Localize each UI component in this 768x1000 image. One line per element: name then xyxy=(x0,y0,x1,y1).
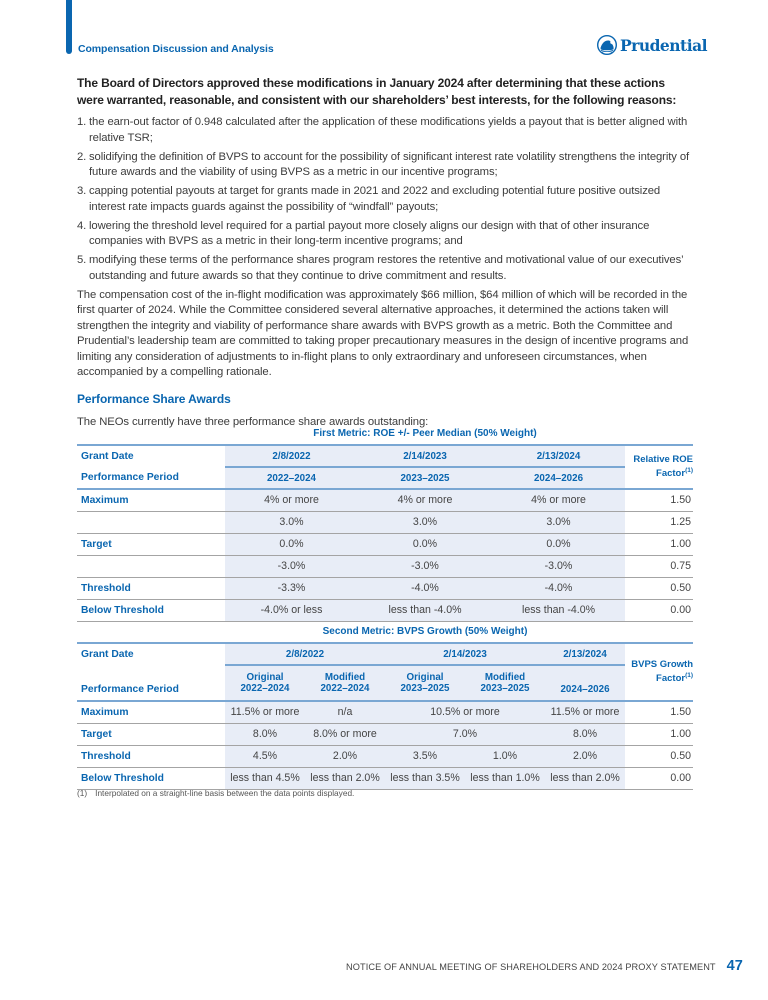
period-cell: 2022–2024 xyxy=(225,467,358,489)
period-cell: 2024–2026 xyxy=(545,665,625,701)
compensation-cost-paragraph: The compensation cost of the in-flight modification was approximately $66 million, $64 million of which will be recorded in the first quarter of 2024. While the Committee considered several alternative approaches, it determined the actions taken will strengthen the integrity and viability of performance share awards with BVPS growth as a metric. Both the Committee and Prudential’s leadership team are committed to taking proper precautionary measures in the design of incentive programs and limiting any consideration of adjustments to in-flight plans to only extraordinary and unforeseen circumstances, when accompanied by a compelling rationale. xyxy=(77,288,689,378)
table-row: Threshold 4.5% 2.0% 3.5% 1.0% 2.0% 0.50 xyxy=(77,745,693,767)
section-title: Compensation Discussion and Analysis xyxy=(78,43,274,55)
grant-date-cell: 2/8/2022 xyxy=(225,445,358,467)
document-body xyxy=(77,75,693,428)
period-cell: Modified 2022–2024 xyxy=(305,665,385,701)
section-accent-bar xyxy=(66,0,72,54)
table-row: Target 8.0% 8.0% or more 7.0% 8.0% 1.00 xyxy=(77,723,693,745)
list-item: 3. capping potential payouts at target for grants made in 2021 and 2022 and excluding potential future positive outsized interest rate impacts guards against the possibility of “windfall” payouts; xyxy=(77,185,661,213)
performance-share-awards-heading: Performance Share Awards xyxy=(77,391,231,406)
grant-date-cell: 2/14/2023 xyxy=(358,445,492,467)
period-cell: Original 2022–2024 xyxy=(225,665,305,701)
table-footnote: (1) Interpolated on a straight-line basis between the data points displayed. xyxy=(77,788,355,798)
performance-period-label: Performance Period xyxy=(77,665,225,701)
table-title: First Metric: ROE +/- Peer Median (50% Weight) xyxy=(313,428,537,439)
period-cell: 2024–2026 xyxy=(492,467,625,489)
table-row: Maximum 11.5% or more n/a 10.5% or more 11.5% or more 1.50 xyxy=(77,701,693,723)
rock-of-gibraltar-icon xyxy=(597,35,617,55)
prudential-logo xyxy=(597,35,707,55)
grant-date-label: Grant Date xyxy=(77,643,225,665)
grant-date-cell: 2/8/2022 xyxy=(225,643,385,665)
lead-statement: The Board of Directors approved these modifications in January 2024 after determining that these actions were warranted, reasonable, and consistent with our shareholders’ best interests, for the following reasons: xyxy=(77,76,677,107)
bvps-metric-table xyxy=(77,621,693,790)
page-number: 47 xyxy=(726,958,743,974)
grant-date-cell: 2/14/2023 xyxy=(385,643,545,665)
list-item: 5. modifying these terms of the performance shares program restores the retentive and motivational value of our executives’ outstanding and future awards so that they continue to drive commitment and results. xyxy=(77,254,684,282)
list-item: 2. solidifying the definition of BVPS to account for the possibility of significant interest rate volatility strengthens the integrity of future awards and the viability of using BVPS as a metric in our incentive programs; xyxy=(77,150,690,178)
grant-date-label: Grant Date xyxy=(77,445,225,467)
performance-period-label: Performance Period xyxy=(77,467,225,489)
reasons-list xyxy=(77,115,693,284)
logo-wordmark: Prudential xyxy=(620,35,708,55)
list-item: 4. lowering the threshold level required for a partial payout more closely aligns our design with that of other insurance companies with BVPS as a metric in their long-term incentive programs; and xyxy=(77,219,650,247)
roe-metric-table xyxy=(77,423,693,622)
table-row: -3.0% -3.0% -3.0% 0.75 xyxy=(77,555,693,577)
list-item: 1. the earn-out factor of 0.948 calculated after the application of these modifications yields a payout that is better aligned with relative TSR; xyxy=(77,116,688,144)
grant-date-cell: 2/13/2024 xyxy=(492,445,625,467)
table-row: Threshold -3.3% -4.0% -4.0% 0.50 xyxy=(77,577,693,599)
table-row: Below Threshold less than 4.5% less than 2.0% less than 3.5% less than 1.0% less than 2.0% 0.00 xyxy=(77,767,693,789)
factor-column-header: Relative ROE Factor$^{(1)}$ xyxy=(625,445,693,489)
footer-title: NOTICE OF ANNUAL MEETING OF SHAREHOLDERS AND 2024 PROXY STATEMENT xyxy=(346,962,716,972)
table-row: Target 0.0% 0.0% 0.0% 1.00 xyxy=(77,533,693,555)
table-title: Second Metric: BVPS Growth (50% Weight) xyxy=(322,626,528,637)
period-cell: Modified 2023–2025 xyxy=(465,665,545,701)
grant-date-cell: 2/13/2024 xyxy=(545,643,625,665)
table-row: 3.0% 3.0% 3.0% 1.25 xyxy=(77,511,693,533)
intro-text: The NEOs currently have three performance share awards outstanding: xyxy=(77,415,429,428)
factor-column-header: BVPS Growth Factor$^{(1)}$ xyxy=(625,643,693,701)
page-footer xyxy=(346,958,743,974)
period-cell: 2023–2025 xyxy=(358,467,492,489)
table-row: Below Threshold -4.0% or less less than -4.0% less than -4.0% 0.00 xyxy=(77,599,693,621)
table-row: Maximum 4% or more 4% or more 4% or more 1.50 xyxy=(77,489,693,511)
period-cell: Original 2023–2025 xyxy=(385,665,465,701)
